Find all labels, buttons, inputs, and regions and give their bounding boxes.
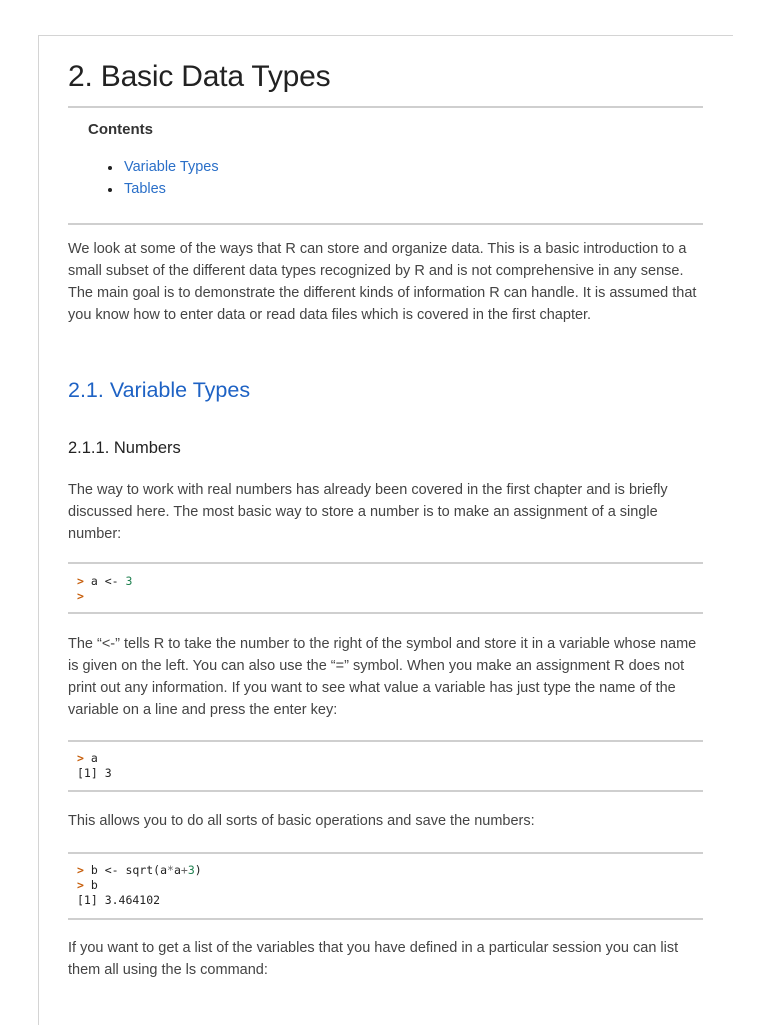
- code-block-sqrt: [68, 852, 703, 920]
- code-output: [1] 3.464102: [77, 893, 161, 907]
- section-heading: 2.1. Variable Types: [68, 378, 251, 402]
- code-text: ): [194, 863, 202, 877]
- ls-paragraph: If you want to get a list of the variables that you have defined in a particular session you can list them all using the ls command:: [68, 940, 679, 978]
- toc-item: [106, 156, 219, 178]
- page-title: 2. Basic Data Types: [68, 60, 331, 93]
- toc-link-tables[interactable]: Tables: [124, 181, 166, 197]
- assignment-paragraph: The “<-” tells R to take the number to the right of the symbol and store it in a variable whose name is given on the left. You can also use the “=” symbol. When you make an assignment R does not print out any information. If you want to see what value a variable has just type the name of the variable on a line and press the enter key:: [68, 636, 697, 718]
- code-text: b <- sqrt(a: [90, 863, 168, 877]
- document-panel: [38, 35, 733, 1025]
- code-text: [68, 742, 703, 781]
- contents-divider: [68, 223, 703, 225]
- code-text: a: [90, 751, 98, 765]
- code-prompt: >: [77, 574, 84, 588]
- code-block-assign: [68, 562, 703, 614]
- code-text: [68, 564, 703, 604]
- code-text: a <-: [90, 574, 119, 588]
- code-operator: *: [167, 863, 174, 877]
- code-prompt: >: [77, 751, 84, 765]
- intro-paragraph: We look at some of the ways that R can store and organize data. This is a basic introduction to a small subset of the different data types recognized by R and is not comprehensive in any sense. The main goal is to demonstrate the different kinds of information R can handle. It is assumed that you know how to enter data or read data files which is covered in the first chapter.: [68, 241, 697, 323]
- subsection-heading: 2.1.1. Numbers: [68, 439, 181, 457]
- table-of-contents: [106, 156, 219, 200]
- code-prompt: >: [77, 589, 84, 603]
- code-number: 3: [125, 574, 133, 588]
- operations-paragraph: This allows you to do all sorts of basic operations and save the numbers:: [68, 813, 535, 829]
- code-prompt: >: [77, 863, 84, 877]
- toc-link-variable-types[interactable]: Variable Types: [124, 159, 219, 175]
- code-number: 3: [187, 863, 195, 877]
- code-prompt: >: [77, 878, 84, 892]
- title-divider: [68, 106, 703, 108]
- code-text: [68, 854, 703, 908]
- contents-heading: Contents: [88, 121, 153, 138]
- code-text: a: [173, 863, 181, 877]
- code-operator: +: [180, 863, 188, 877]
- numbers-paragraph: The way to work with real numbers has already been covered in the first chapter and is briefly discussed here. The most basic way to store a number is to make an assignment of a single number:: [68, 482, 668, 542]
- code-text: b: [90, 878, 98, 892]
- code-block-print: [68, 740, 703, 792]
- code-output: [1] 3: [77, 766, 112, 780]
- toc-item: [106, 178, 219, 200]
